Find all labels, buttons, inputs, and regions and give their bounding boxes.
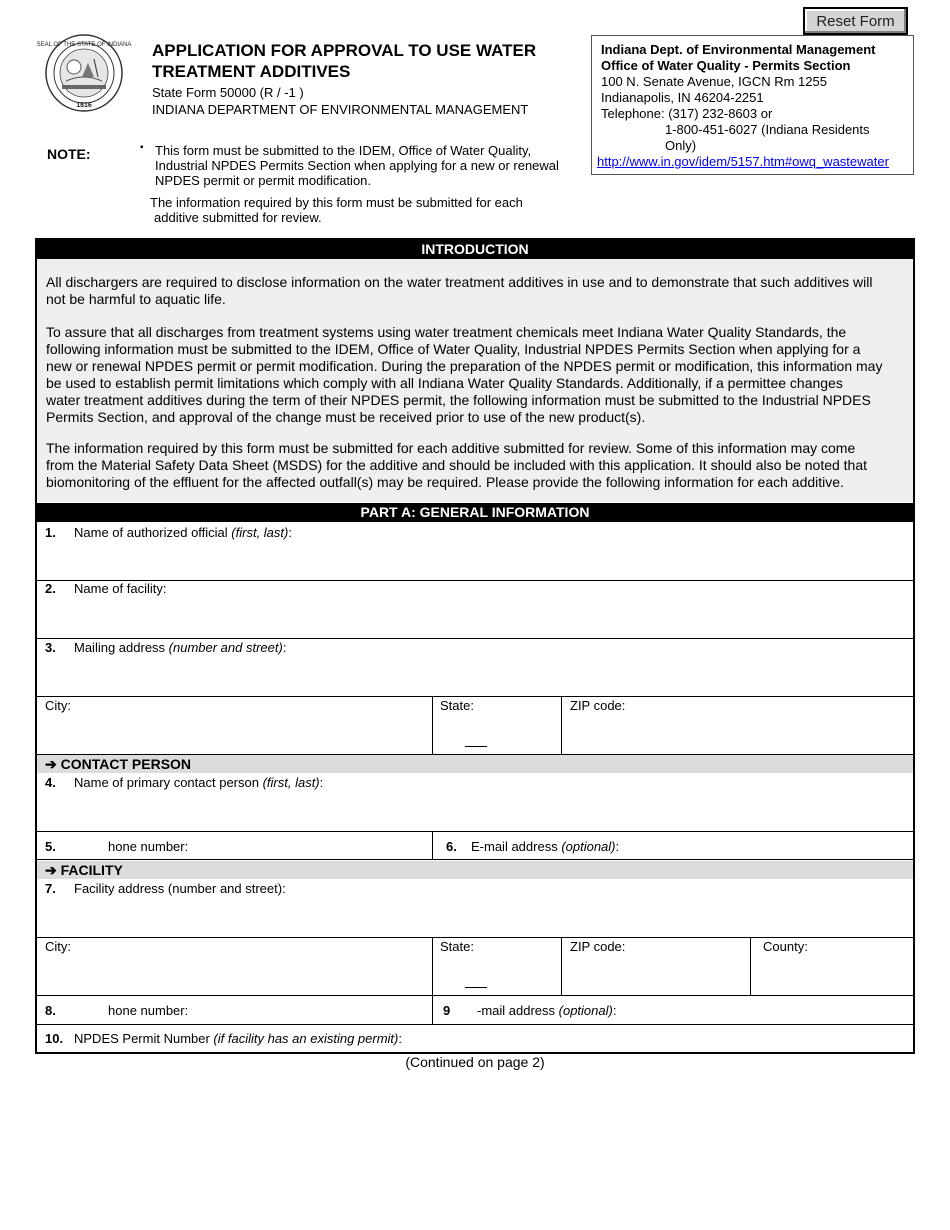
q1-label-colon: : — [288, 525, 292, 540]
intro-p1-line: All dischargers are required to disclose information on the water treatment additives in use and to demonstrate that such additives will — [46, 274, 873, 290]
wastewater-link[interactable]: http://www.in.gov/idem/5157.htm#owq_wastewater — [597, 154, 889, 169]
intro-p3-line: from the Material Safety Data Sheet (MSDS) for the additive and should be included with this application. It should also be noted that — [46, 457, 868, 473]
q5-number: 5. — [45, 839, 56, 854]
q2-number: 2. — [45, 581, 56, 596]
seal-top-text: SEAL OF THE STATE OF INDIANA — [36, 42, 132, 48]
q4-label-hint: (first, last) — [262, 775, 320, 790]
intro-paragraph-2 — [46, 324, 912, 426]
page-title — [152, 40, 592, 82]
q1-number: 1. — [45, 525, 56, 540]
mailing-state-label: State: — [440, 698, 474, 713]
mailing-city-label: City: — [45, 698, 71, 713]
part-a-heading: PART A: GENERAL INFORMATION — [37, 503, 913, 522]
intro-p2-line: following information must be submitted to the IDEM, Office of Water Quality, Industrial NPDES Permits Section when applying for a — [46, 341, 861, 357]
note-bullet-icon: ▪ — [140, 142, 144, 153]
introduction-heading: INTRODUCTION — [37, 240, 913, 259]
note-line-3: NPDES permit or permit modification. — [155, 173, 372, 188]
note-text — [155, 143, 565, 188]
intro-paragraph-1 — [46, 274, 912, 308]
q10-label-colon: : — [398, 1031, 402, 1046]
intro-p2-line: To assure that all discharges from treatment systems using water treatment chemicals meet Indiana Water Quality Standards, the — [46, 324, 847, 340]
q6-number: 6. — [446, 839, 457, 854]
note-info-text — [150, 195, 550, 225]
q9-label-text: -mail address — [477, 1003, 559, 1018]
facility-heading: ➔ FACILITY — [37, 861, 913, 879]
q10-number: 10. — [45, 1031, 64, 1046]
intro-paragraph-3 — [46, 440, 912, 491]
q6-label-colon: : — [615, 839, 620, 854]
city-address: Indianapolis, IN 46204-2251 — [601, 90, 764, 105]
facility-county-label: County: — [763, 939, 808, 954]
note-line-1: This form must be submitted to the IDEM, Office of Water Quality, — [155, 143, 532, 158]
q3-label-hint: (number and street) — [168, 640, 283, 655]
street-address: 100 N. Senate Avenue, IGCN Rm 1255 — [601, 74, 827, 89]
facility-state-label: State: — [440, 939, 474, 954]
department-name: INDIANA DEPARTMENT OF ENVIRONMENTAL MANAGEMENT — [152, 102, 529, 117]
toll-free-number: 1-800-451-6027 (Indiana Residents Only) — [665, 122, 870, 153]
q4-label-text: Name of primary contact person — [74, 775, 263, 790]
q9-number: 9 — [443, 1003, 451, 1018]
q10-label-text: NPDES Permit Number — [74, 1031, 214, 1046]
q4-label-colon: : — [319, 775, 324, 790]
facility-zip-field[interactable] — [562, 938, 750, 995]
npdes-permit-field[interactable] — [37, 1025, 913, 1052]
q3-label-colon: : — [282, 640, 287, 655]
mailing-state-field[interactable] — [433, 697, 561, 754]
mailing-zip-field[interactable] — [562, 697, 913, 754]
facility-county-field[interactable] — [751, 938, 913, 995]
intro-p3-line: The information required by this form must be submitted for each additive submitted for review. Some of this information may come — [46, 440, 856, 456]
divider — [37, 859, 913, 860]
q5-label: hone number: — [108, 839, 189, 854]
state-underline — [465, 987, 487, 988]
q3-label-text: Mailing address — [74, 640, 169, 655]
q6-label-hint: (optional) — [561, 839, 616, 854]
q2-label: Name of facility: — [74, 581, 167, 596]
title-line-2: TREATMENT ADDITIVES — [152, 62, 351, 81]
q7-number: 7. — [45, 881, 56, 896]
facility-city-field[interactable] — [37, 938, 432, 995]
form-main-box — [35, 238, 915, 1054]
agency-name: Indiana Dept. of Environmental Management — [601, 42, 876, 57]
office-name: Office of Water Quality - Permits Section — [601, 58, 851, 73]
note-info-line-1: The information required by this form must be submitted for each — [150, 195, 523, 210]
intro-p2-line: Permits Section, and approval of the change must be received prior to use of the new product(s). — [46, 409, 646, 425]
intro-p2-line: water treatment additives during the term of their NPDES permit, the following information must be submitted to the Industrial NPDES — [46, 392, 871, 408]
facility-name-field[interactable] — [37, 581, 913, 638]
facility-state-field[interactable] — [433, 938, 561, 995]
mailing-city-field[interactable] — [37, 697, 432, 754]
facility-email-field[interactable] — [433, 996, 913, 1024]
facility-zip-label: ZIP code: — [570, 939, 626, 954]
q7-label: Facility address (number and street): — [74, 881, 286, 896]
facility-address-field[interactable] — [37, 879, 913, 937]
contact-phone-field[interactable] — [37, 832, 432, 859]
primary-contact-field[interactable] — [37, 773, 913, 831]
q8-label: hone number: — [108, 1003, 189, 1018]
agency-contact-box — [591, 35, 914, 175]
contact-person-heading: ➔ CONTACT PERSON — [37, 755, 913, 773]
q3-number: 3. — [45, 640, 56, 655]
telephone: Telephone: (317) 232-8603 or — [601, 106, 773, 121]
q1-label-text: Name of authorized official — [74, 525, 232, 540]
reset-form-button[interactable]: Reset Form — [803, 7, 908, 35]
note-info-line-2: additive submitted for review. — [154, 210, 322, 225]
q6-label-text: E-mail address — [471, 839, 562, 854]
facility-city-label: City: — [45, 939, 71, 954]
mailing-zip-label: ZIP code: — [570, 698, 626, 713]
intro-p2-line: new or renewal NPDES permit or permit modification. During the preparation of the NPDES permit or modification, this information may — [46, 358, 883, 374]
facility-phone-field[interactable] — [37, 996, 432, 1024]
q10-label-hint: (if facility has an existing permit) — [213, 1031, 399, 1046]
indiana-state-seal-icon — [36, 33, 132, 113]
intro-p3-line: biomonitoring of the effluent for the affected outfall(s) may be required. Please provide the following information for each additive. — [46, 474, 844, 490]
state-underline — [465, 746, 487, 747]
note-label: NOTE: — [47, 146, 91, 162]
q1-label-hint: (first, last) — [231, 525, 289, 540]
intro-p2-line: be used to establish permit limitations which comply with all Indiana Water Quality Standards. Additionally, if a permittee changes — [46, 375, 843, 391]
title-line-1: APPLICATION FOR APPROVAL TO USE WATER — [152, 41, 537, 60]
authorized-official-field[interactable] — [37, 522, 913, 580]
seal-year: 1816 — [76, 102, 92, 109]
q9-label-hint: (optional) — [558, 1003, 613, 1018]
intro-p1-line: not be harmful to aquatic life. — [46, 291, 226, 307]
note-line-2: Industrial NPDES Permits Section when applying for a new or renewal — [155, 158, 559, 173]
q8-number: 8. — [45, 1003, 56, 1018]
q9-label-colon: : — [612, 1003, 617, 1018]
mailing-address-field[interactable] — [37, 639, 913, 696]
state-form-number: State Form 50000 (R / -1 ) — [152, 85, 304, 100]
continued-note: (Continued on page 2) — [405, 1054, 545, 1070]
q4-number: 4. — [45, 775, 56, 790]
contact-email-field[interactable] — [433, 832, 913, 859]
